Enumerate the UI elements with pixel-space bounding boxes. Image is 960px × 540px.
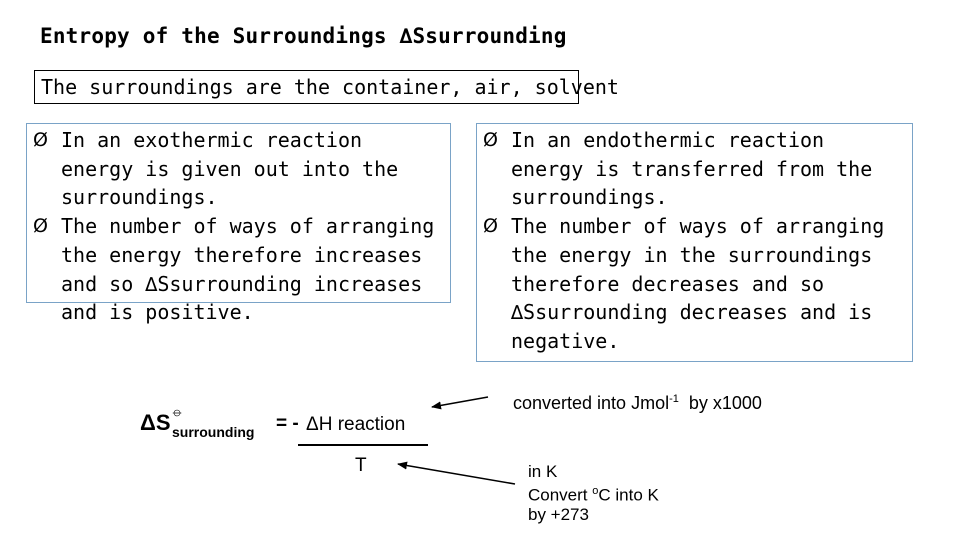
numerator-arrow xyxy=(432,397,488,407)
numerator-note-tail: by x1000 xyxy=(678,393,762,413)
formula-delta-s: ΔS xyxy=(140,410,171,435)
standard-state-icon: ⦵ xyxy=(171,403,184,420)
denominator-note-line3: by +273 xyxy=(528,504,589,524)
endothermic-point-2: The number of ways of arranging the energy in the surroundings therefore decreases and so ∆Ssurrounding decreases and is negative. xyxy=(511,214,885,353)
degree-superscript: o xyxy=(592,484,599,497)
exothermic-point-1: In an exothermic reaction energy is given out into the surroundings. xyxy=(61,128,399,210)
denominator-note-line2-a: Convert xyxy=(528,485,593,505)
surroundings-definition-box: The surroundings are the container, air, solvent xyxy=(34,70,579,104)
numerator-note-text: converted into Jmol xyxy=(513,393,670,413)
formula-denominator: T xyxy=(355,455,367,476)
exothermic-point-2: The number of ways of arranging the energy therefore increases and so ∆Ssurrounding increases and is positive. xyxy=(61,214,435,325)
slide-title: Entropy of the Surroundings ∆Ssurrounding xyxy=(40,24,567,48)
numerator-note-superscript: -1 xyxy=(669,393,679,405)
formula-subscript: surrounding xyxy=(172,424,255,440)
arrow-bullet-icon: Ø xyxy=(33,215,48,238)
endothermic-point-1: In an endothermic reaction energy is transferred from the surroundings. xyxy=(511,128,873,210)
formula-numerator: ΔH reaction xyxy=(306,414,406,435)
arrow-bullet-icon: Ø xyxy=(483,215,498,238)
denominator-note-line2-b: C into K xyxy=(598,485,659,505)
arrow-bullet-icon: Ø xyxy=(483,129,498,151)
arrow-bullet-icon: Ø xyxy=(33,129,48,151)
formula-equals-minus: = - xyxy=(276,413,299,434)
denominator-note-line1: in K xyxy=(528,462,558,481)
denominator-arrow xyxy=(398,464,515,484)
